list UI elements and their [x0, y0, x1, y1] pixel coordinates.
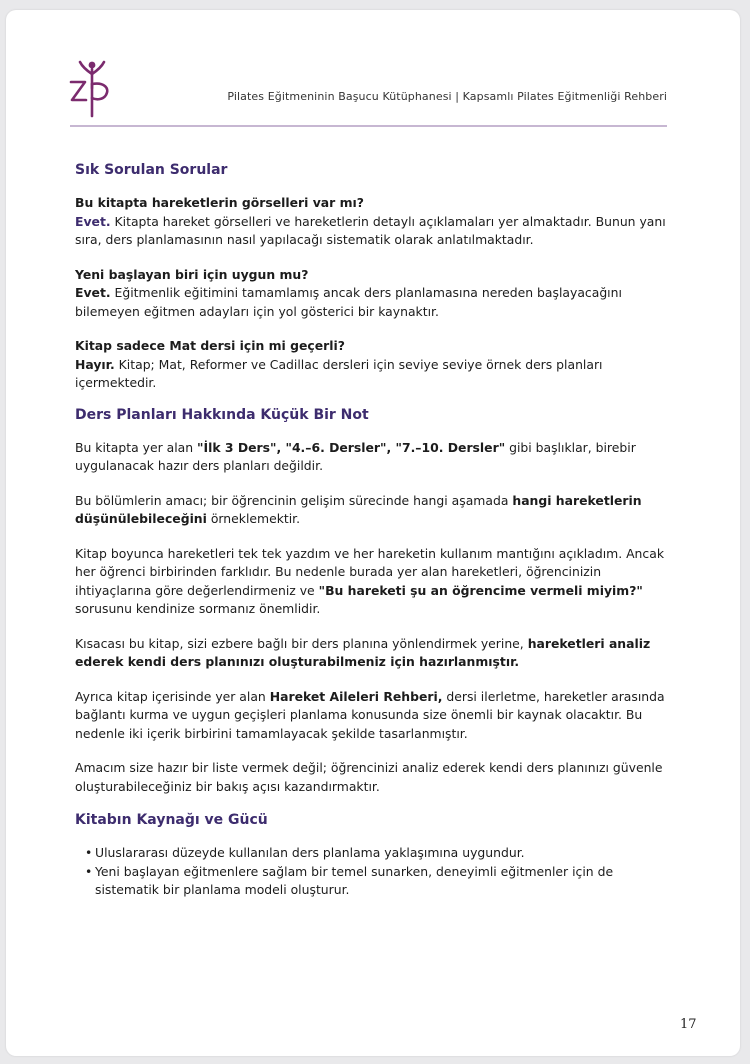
header-title: Pilates Eğitmeninin Başucu Kütüphanesi | Kapsamlı Pilates Eğitmenliği Rehberi [227, 90, 667, 103]
header-divider [70, 125, 667, 127]
list-item: • Uluslararası düzeyde kullanılan ders planlama yaklaşımına uygundur. [85, 844, 675, 863]
faq-answer [75, 213, 675, 250]
text-span: örneklemektir. [206, 511, 301, 526]
page-number: 17 [680, 1017, 697, 1032]
source-heading: Kitabın Kaynağı ve Gücü [75, 812, 268, 828]
text-span: Kitap boyunca hareketleri tek tek yazdım ve her hareketin kullanım mantığını açıkladım. Ancak her öğrenci birbirinden farklıdır. Bu nedenle burada yer alan hareketleri, öğrencinizin ihtiyaçlarına göre değerlendirmeniz ve [75, 545, 664, 598]
note-paragraph-2 [75, 492, 675, 529]
faq-answer-lead: Hayır. [75, 356, 115, 372]
note-paragraph-1 [75, 439, 675, 476]
text-span: dersi ilerletme, hareketler arasında bağlantı kurma ve uygun geçişleri planlama konusunda size önemli bir kaynak olacaktır. Bu nedenle iki içerik birbirini tamamlayacak şekilde tasarlanmıştır. [75, 688, 665, 741]
bold-span: hangi hareketlerin düşünülebileceğini [75, 492, 642, 526]
faq-answer [75, 356, 675, 393]
note-paragraph-6: Amacım size hazır bir liste vermek değil; öğrencinizi analiz ederek kendi ders planınızı güvenle oluşturabileceğiniz bir bakış açısı kazandırmaktır. [75, 760, 663, 794]
faq-question: Kitap sadece Mat dersi için mi geçerli? [75, 338, 345, 353]
note-heading: Ders Planları Hakkında Küçük Bir Not [75, 406, 369, 423]
text-span: Bu bölümlerin amacı; bir öğrencinin gelişim sürecinde hangi aşamada [75, 492, 513, 508]
faq-heading: Sık Sorulan Sorular [75, 162, 228, 178]
faq-question: Bu kitapta hareketlerin görselleri var mı? [75, 195, 364, 210]
bold-span: "Bu hareketi şu an öğrencime vermeli miyim?" [318, 582, 643, 598]
faq-answer [75, 284, 675, 321]
text-span: sorusunu kendinize sormanız önemlidir. [75, 601, 321, 616]
faq-answer-text: Kitap; Mat, Reformer ve Cadillac dersleri için seviye seviye örnek ders planları içermektedir. [75, 356, 603, 390]
note-paragraph-3 [75, 545, 675, 619]
text-span: Kısacası bu kitap, sizi ezbere bağlı bir ders planına yönlendirmek yerine, [75, 635, 528, 651]
faq-question: Yeni başlayan biri için uygun mu? [75, 266, 309, 282]
faq-answer-lead: Evet. [75, 213, 111, 229]
note-paragraph-4 [75, 635, 675, 672]
faq-answer-lead: Evet. [75, 285, 111, 300]
faq-item [75, 266, 675, 322]
bold-span: Hareket Aileleri Rehberi, [269, 688, 443, 704]
faq-answer-text: Eğitmenlik eğitimini tamamlamış ancak ders planlamasına nereden başlayacağını bilemeyen eğitmen adayları için yol gösterici bir kaynaktır. [75, 285, 622, 319]
text-span: Ayrıca kitap içerisinde yer alan [75, 688, 270, 704]
zp-yoga-logo [66, 58, 118, 120]
bold-span: "İlk 3 Ders", "4.–6. Dersler", "7.–10. Dersler" [197, 439, 506, 455]
page-content [75, 160, 675, 900]
text-span: gibi başlıklar, birebir uygulanacak hazır ders planları değildir. [75, 439, 636, 473]
note-paragraph-5 [75, 688, 675, 744]
faq-item [75, 337, 675, 393]
text-span: Bu kitapta yer alan [75, 439, 198, 455]
faq-item [75, 194, 675, 250]
list-item: • Yeni başlayan eğitmenlere sağlam bir temel sunarken, deneyimli eğitmenler için de sistematik bir planlama modeli oluşturur. [85, 863, 675, 900]
bold-span: hareketleri analiz ederek kendi ders planınızı oluşturabilmeniz için hazırlanmıştır. [75, 635, 651, 669]
source-bullet-list [75, 844, 675, 900]
faq-answer-text: Kitapta hareket görselleri ve hareketlerin detaylı açıklamaları yer almaktadır. Bunun yanı sıra, ders planlamasının nasıl yapılacağı sistematik olarak anlatılmaktadır. [75, 213, 666, 247]
